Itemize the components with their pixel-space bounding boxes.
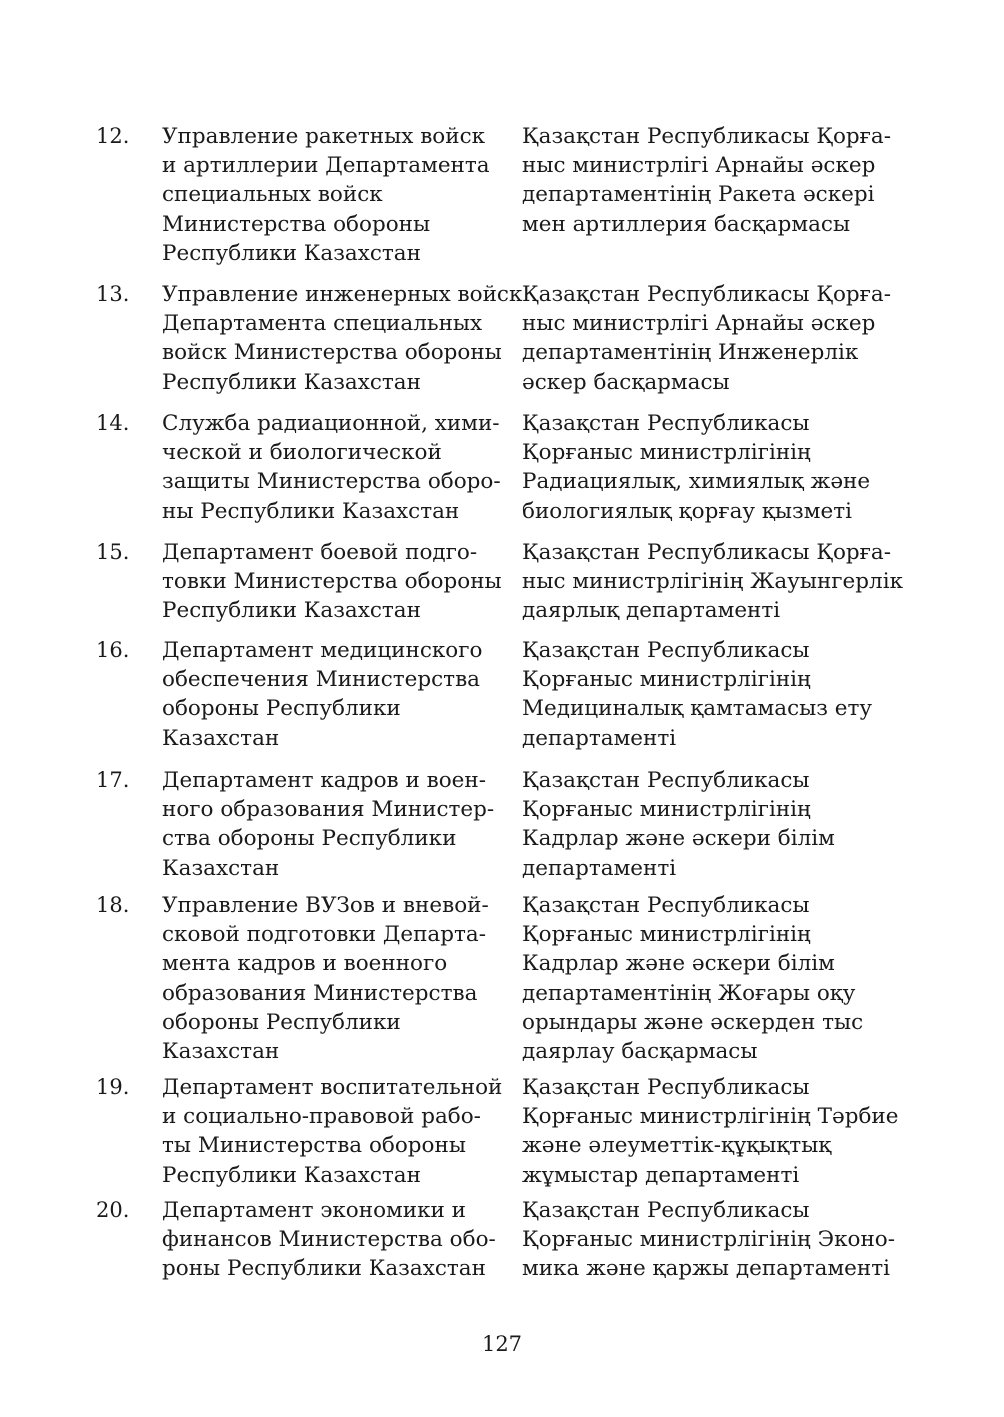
entry-kazakh-name <box>522 636 922 753</box>
entry-number: 19. <box>96 1075 130 1099</box>
text-line: Служба радиационной, хими- <box>162 411 500 436</box>
text-line: Қорғаныс министрлігінің Тәрбие <box>522 1104 899 1130</box>
text-line: сковой подготовки Департа- <box>162 922 486 948</box>
text-line: ты Министерства обороны <box>162 1133 466 1159</box>
text-line: департаментінің Инженерлік <box>522 340 859 366</box>
text-line: образования Министерства <box>162 980 478 1006</box>
text-line: Қорғаныс министрлігінің <box>522 440 811 466</box>
text-line: Управление инженерных войск <box>162 282 523 307</box>
text-line: войск Министерства обороны <box>162 340 502 366</box>
text-line: Республики Казахстан <box>162 240 421 266</box>
text-line: ныс министрлігі Арнайы әскер <box>522 311 876 337</box>
entry-number: 17. <box>96 768 130 792</box>
text-line: Қазақстан Республикасы Қорға- <box>522 124 892 149</box>
text-line: Қазақстан Республикасы <box>522 893 810 918</box>
text-line: специальных войск <box>162 182 383 208</box>
text-line: Қазақстан Республикасы <box>522 638 810 663</box>
entry-number: 15. <box>96 540 130 564</box>
text-line: Қазақстан Республикасы <box>522 1075 810 1100</box>
text-line: Қорғаныс министрлігінің Эконо- <box>522 1227 896 1253</box>
entry-kazakh-name <box>522 1196 922 1284</box>
entry-number: 12. <box>96 124 130 148</box>
text-line: мента кадров и военного <box>162 951 448 977</box>
text-line: Қорғаныс министрлігінің <box>522 922 811 948</box>
text-line: әскер басқармасы <box>522 369 730 395</box>
entry-number: 16. <box>96 638 130 662</box>
text-line: Қазақстан Республикасы Қорға- <box>522 282 892 307</box>
entry-russian-name <box>162 122 517 268</box>
text-line: финансов Министерства обо- <box>162 1227 496 1253</box>
text-line: обороны Республики <box>162 696 401 722</box>
text-line: департаменті <box>522 725 677 751</box>
text-line: Республики Казахстан <box>162 598 421 624</box>
entry-russian-name <box>162 766 517 883</box>
text-line: и социально-правовой рабо- <box>162 1104 481 1130</box>
text-line: ческой и биологической <box>162 440 442 466</box>
text-line: ства обороны Республики <box>162 826 457 852</box>
text-line: Медициналық қамтамасыз ету <box>522 696 873 722</box>
entry-russian-name <box>162 280 523 397</box>
text-line: обороны Республики <box>162 1009 401 1035</box>
text-line: Республики Казахстан <box>162 1162 421 1188</box>
text-line: ныс министрлігі Арнайы әскер <box>522 153 876 179</box>
text-line: ныс министрлігінің Жауынгерлік <box>522 569 904 595</box>
text-line: Қазақстан Республикасы <box>522 1198 810 1223</box>
entry-russian-name <box>162 1196 517 1284</box>
text-line: Управление ракетных войск <box>162 124 486 149</box>
text-line: Қазақстан Республикасы <box>522 411 810 436</box>
entry-kazakh-name <box>522 122 922 239</box>
entry-number: 13. <box>96 282 130 306</box>
text-line: Департамент кадров и воен- <box>162 768 487 793</box>
text-line: Департамент медицинского <box>162 638 483 663</box>
entry-russian-name <box>162 1073 517 1190</box>
text-line: жұмыстар департаменті <box>522 1162 800 1188</box>
text-line: товки Министерства обороны <box>162 569 502 595</box>
entry-kazakh-name <box>522 280 922 397</box>
text-line: Кадрлар және әскери білім <box>522 951 835 977</box>
text-line: Департамент боевой подго- <box>162 540 478 565</box>
text-line: және әлеуметтік-құқықтық <box>522 1133 832 1159</box>
entry-number: 20. <box>96 1198 130 1222</box>
text-line: и артиллерии Департамента <box>162 153 490 179</box>
text-line: Казахстан <box>162 855 280 881</box>
entry-kazakh-name <box>522 538 922 626</box>
entry-kazakh-name <box>522 1073 922 1190</box>
text-line: даярлық департаменті <box>522 598 781 624</box>
text-line: Қорғаныс министрлігінің <box>522 667 811 693</box>
text-line: Қорғаныс министрлігінің <box>522 797 811 823</box>
entry-number: 14. <box>96 411 130 435</box>
entry-russian-name <box>162 636 517 753</box>
entry-kazakh-name <box>522 409 922 526</box>
text-line: Управление ВУЗов и вневой- <box>162 893 489 918</box>
text-line: Казахстан <box>162 725 280 751</box>
text-line: мика және қаржы департаменті <box>522 1256 890 1282</box>
text-line: Департамента специальных <box>162 311 483 337</box>
text-line: биологиялық қорғау қызметі <box>522 498 852 524</box>
text-line: орындары және әскерден тыс <box>522 1009 864 1035</box>
entry-kazakh-name <box>522 891 922 1066</box>
text-line: Республики Казахстан <box>162 369 421 395</box>
text-line: департаментінің Ракета әскері <box>522 182 875 208</box>
text-line: Қазақстан Республикасы <box>522 768 810 793</box>
text-line: департаментінің Жоғары оқу <box>522 980 856 1006</box>
text-line: защиты Министерства оборо- <box>162 469 501 495</box>
text-line: обеспечения Министерства <box>162 667 480 693</box>
text-line: роны Республики Казахстан <box>162 1256 486 1282</box>
text-line: ного образования Министер- <box>162 797 495 823</box>
text-line: даярлау басқармасы <box>522 1039 758 1065</box>
text-line: Казахстан <box>162 1039 280 1065</box>
text-line: Департамент воспитательной <box>162 1075 503 1100</box>
entry-kazakh-name <box>522 766 922 883</box>
entry-russian-name <box>162 538 517 626</box>
text-line: Радиациялық, химиялық және <box>522 469 871 495</box>
text-line: Министерства обороны <box>162 211 431 237</box>
text-line: ны Республики Казахстан <box>162 498 460 524</box>
text-line: департаменті <box>522 855 677 881</box>
text-line: Қазақстан Республикасы Қорға- <box>522 540 892 565</box>
page-number: 127 <box>481 1332 523 1356</box>
entry-number: 18. <box>96 893 130 917</box>
entry-russian-name <box>162 891 517 1066</box>
text-line: Кадрлар және әскери білім <box>522 826 835 852</box>
text-line: Департамент экономики и <box>162 1198 467 1223</box>
text-line: мен артиллерия басқармасы <box>522 211 851 237</box>
entry-russian-name <box>162 409 517 526</box>
